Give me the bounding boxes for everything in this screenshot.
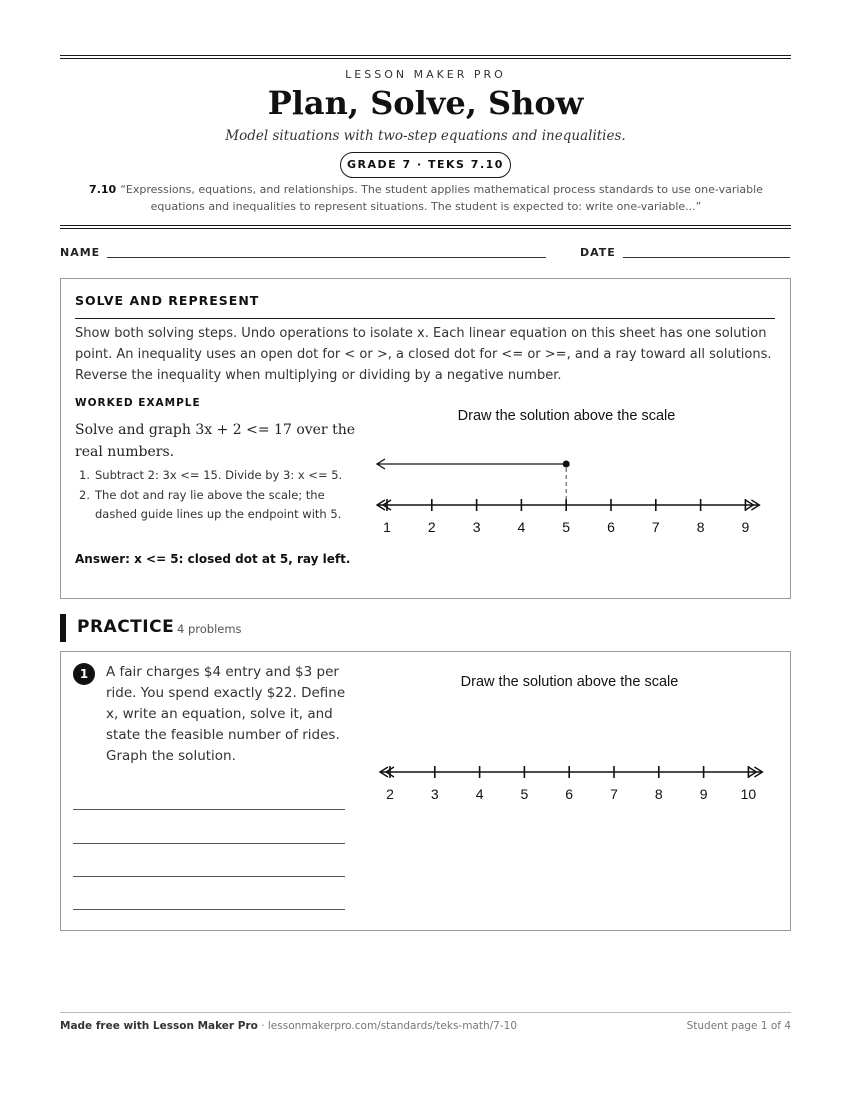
- standard-description: [66, 181, 786, 215]
- worked-example-answer: Answer: x <= 5: closed dot at 5, ray left.: [75, 552, 351, 566]
- header-bottom-rule: [60, 225, 791, 226]
- answer-line[interactable]: [73, 876, 345, 877]
- problem-number-badge: 1: [73, 663, 95, 685]
- footer-credit: [60, 1020, 517, 1032]
- number-line-tick-label: 5: [520, 786, 529, 802]
- problem-text: A fair charges $4 entry and $3 per ride. You spend exactly $22. Define x, write an equation, solve it, and state the feasible number of rides. Graph the solution.: [106, 664, 346, 764]
- answer-line[interactable]: [73, 843, 345, 844]
- header-top-rule: [60, 55, 791, 56]
- number-line-caption: Draw the solution above the scale: [457, 408, 676, 424]
- name-field[interactable]: [107, 257, 546, 258]
- worked-step: 1. Subtract 2: 3x <= 15. Divide by 3: x <= 5.: [79, 468, 343, 482]
- number-line-tick-label: 5: [562, 519, 571, 535]
- number-line-tick-label: 2: [386, 786, 394, 802]
- worked-example-label: WORKED EXAMPLE: [75, 397, 201, 409]
- number-line-tick-label: 9: [741, 519, 750, 535]
- number-line-tick-label: 8: [654, 786, 663, 802]
- date-field[interactable]: [623, 257, 790, 258]
- solution-endpoint-dot: [563, 461, 569, 467]
- worked-example-problem: Solve and graph 3x + 2 <= 17 over the real numbers.: [75, 422, 356, 460]
- page-subtitle: Model situations with two-step equations and inequalities.: [225, 128, 626, 144]
- number-line-tick-label: 3: [472, 519, 481, 535]
- footer-page-number: Student page 1 of 4: [686, 1020, 791, 1032]
- number-line-tick-label: 6: [565, 786, 574, 802]
- footer-brand: Made free with Lesson Maker Pro: [60, 1020, 258, 1032]
- answer-line[interactable]: [73, 909, 345, 910]
- standard-code: 7.10: [89, 183, 117, 196]
- number-line-tick-label: 2: [427, 519, 436, 535]
- answer-line[interactable]: [73, 809, 345, 810]
- grade-badge: GRADE 7 · TEKS 7.10: [340, 152, 511, 178]
- footer-rule: [60, 1012, 791, 1013]
- date-label: DATE: [580, 246, 616, 259]
- standard-text: “Expressions, equations, and relationships. The student applies mathematical process standards to use one-variable equations and inequalities to represent situations. The student is expected to: write one-variable...”: [120, 183, 763, 213]
- example-number-line: [370, 455, 770, 545]
- practice-count: 4 problems: [177, 622, 242, 636]
- number-line-tick-label: 10: [740, 786, 757, 802]
- number-line-tick-label: 9: [699, 786, 708, 802]
- section-title-rule: [75, 318, 775, 319]
- name-label: NAME: [60, 246, 101, 259]
- number-line-tick-label: 8: [696, 519, 705, 535]
- worked-step: 2. The dot and ray lie above the scale; the dashed guide lines up the endpoint with 5.: [79, 488, 342, 521]
- number-line-tick-label: 4: [475, 786, 484, 802]
- section-title: SOLVE AND REPRESENT: [75, 293, 260, 308]
- number-line-tick-label: 7: [610, 786, 618, 802]
- header-bottom-rule-2: [60, 228, 791, 229]
- practice-title: PRACTICE: [77, 617, 175, 637]
- number-line-tick-label: 4: [517, 519, 526, 535]
- instructions-text: Show both solving steps. Undo operations to isolate x. Each linear equation on this sheet has one solution point. An inequality uses an open dot for < or >, a closed dot for <= or >=, and a ray toward all solutions. Reverse the inequality when multiplying or dividing by a negative number.: [75, 326, 772, 383]
- number-line-tick-label: 7: [651, 519, 660, 535]
- practice-number-line[interactable]: [370, 755, 770, 815]
- footer-url: · lessonmakerpro.com/standards/teks-math/7-10: [257, 1020, 518, 1032]
- worked-example-steps: [75, 466, 350, 525]
- number-line-caption: Draw the solution above the scale: [460, 674, 679, 690]
- number-line-tick-label: 6: [607, 519, 615, 535]
- number-line-tick-label: 1: [383, 519, 391, 535]
- brand-name: LESSON MAKER PRO: [345, 68, 506, 81]
- number-line-tick-label: 3: [430, 786, 439, 802]
- practice-accent-bar: [60, 614, 66, 642]
- header-top-rule-2: [60, 58, 791, 59]
- page-title: Plan, Solve, Show: [267, 84, 584, 122]
